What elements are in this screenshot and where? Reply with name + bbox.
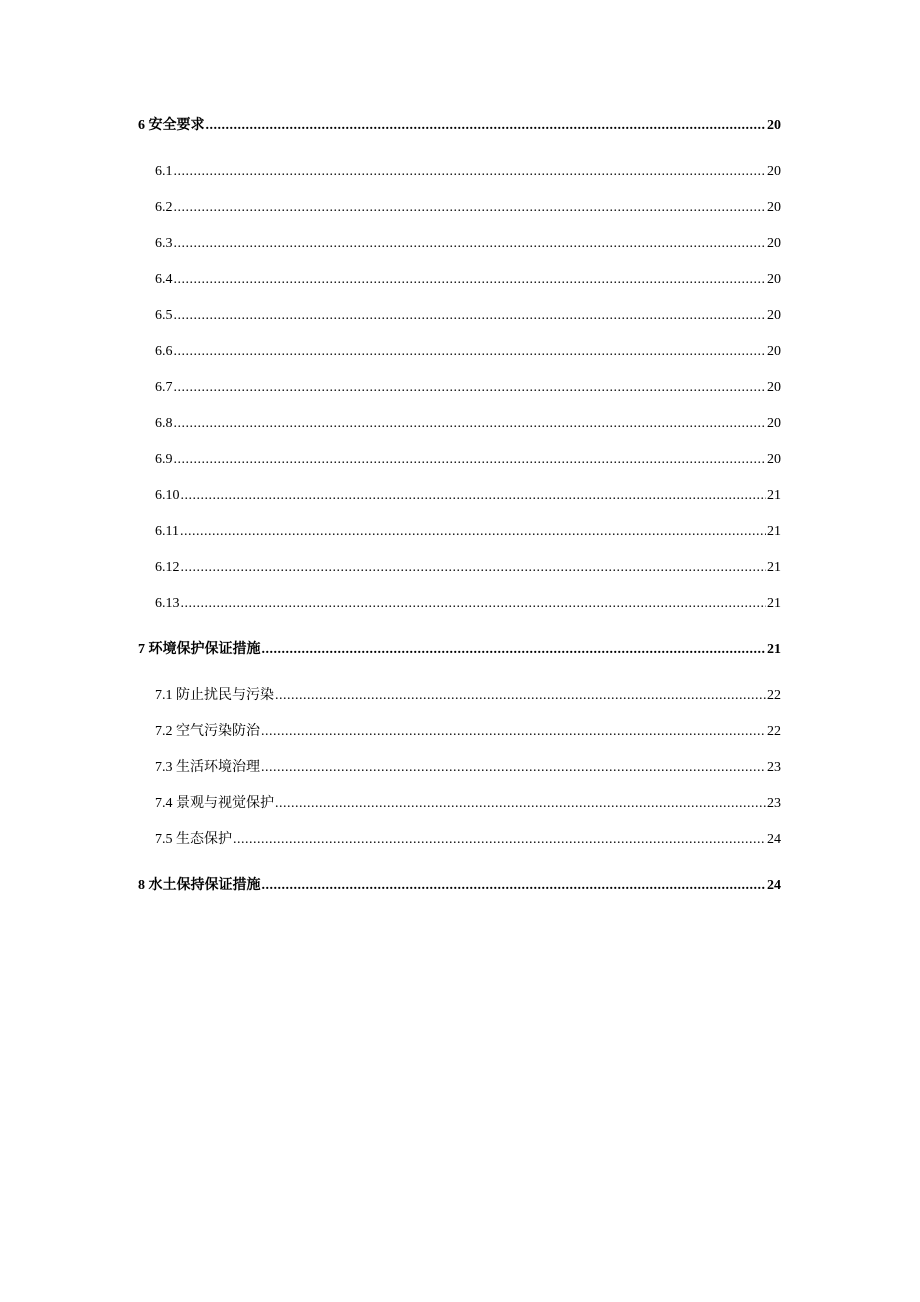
toc-entry-6-4[interactable] [138, 270, 781, 290]
dot-leader [180, 522, 766, 542]
dot-leader [233, 830, 766, 850]
toc-label: 6.6 [155, 344, 173, 359]
toc-label: 6.9 [155, 452, 173, 467]
toc-label: 6.7 [155, 380, 173, 395]
toc-page-number: 21 [767, 488, 781, 503]
dot-leader [174, 378, 767, 398]
dot-leader [262, 640, 767, 660]
dot-leader [174, 414, 767, 434]
dot-leader [181, 594, 767, 614]
toc-label: 6 安全要求 [138, 118, 205, 133]
toc-entry-8[interactable] [138, 876, 781, 896]
toc-page-number: 20 [767, 236, 781, 251]
toc-label: 6.2 [155, 200, 173, 215]
dot-leader [181, 558, 767, 578]
dot-leader [275, 794, 766, 814]
toc-page-number: 21 [767, 524, 781, 539]
dot-leader [181, 486, 767, 506]
dot-leader [174, 162, 767, 182]
toc-page-number: 21 [767, 560, 781, 575]
toc-label: 6.5 [155, 308, 173, 323]
toc-entry-6-5[interactable] [138, 306, 781, 326]
toc-page-number: 21 [767, 642, 781, 657]
toc-label: 6.3 [155, 236, 173, 251]
dot-leader [275, 686, 766, 706]
toc-entry-6-7[interactable] [138, 378, 781, 398]
dot-leader [174, 342, 767, 362]
toc-label: 6.1 [155, 164, 173, 179]
toc-label: 7 环境保护保证措施 [138, 642, 261, 657]
toc-label: 6.12 [155, 560, 180, 575]
dot-leader [206, 116, 767, 136]
toc-label: 6.13 [155, 596, 180, 611]
toc-page-number: 22 [767, 724, 781, 739]
toc-label: 6.11 [155, 524, 179, 539]
toc-page-number: 23 [767, 760, 781, 775]
toc-page-number: 20 [767, 344, 781, 359]
toc-page-number: 24 [767, 832, 781, 847]
toc-label: 7.5 生态保护 [155, 832, 232, 847]
dot-leader [174, 198, 767, 218]
toc-label: 8 水土保持保证措施 [138, 878, 261, 893]
toc-page-number: 20 [767, 380, 781, 395]
toc-label: 7.3 生活环境治理 [155, 760, 260, 775]
table-of-contents [138, 116, 781, 896]
dot-leader [174, 234, 767, 254]
dot-leader [261, 722, 766, 742]
toc-entry-7-4[interactable] [138, 794, 781, 814]
toc-entry-6-8[interactable] [138, 414, 781, 434]
toc-page-number: 20 [767, 272, 781, 287]
toc-entry-7-3[interactable] [138, 758, 781, 778]
toc-page-number: 20 [767, 308, 781, 323]
toc-page-number: 22 [767, 688, 781, 703]
toc-entry-7-5[interactable] [138, 830, 781, 850]
toc-entry-6[interactable] [138, 116, 781, 136]
toc-entry-6-10[interactable] [138, 486, 781, 506]
toc-page-number: 24 [767, 878, 781, 893]
dot-leader [262, 876, 767, 896]
toc-label: 7.2 空气污染防治 [155, 724, 260, 739]
toc-page-number: 20 [767, 452, 781, 467]
toc-label: 6.8 [155, 416, 173, 431]
toc-entry-7-2[interactable] [138, 722, 781, 742]
toc-entry-6-2[interactable] [138, 198, 781, 218]
dot-leader [174, 270, 767, 290]
toc-page-number: 21 [767, 596, 781, 611]
toc-page-number: 20 [767, 416, 781, 431]
toc-label: 7.4 景观与视觉保护 [155, 796, 274, 811]
toc-entry-6-12[interactable] [138, 558, 781, 578]
dot-leader [174, 450, 767, 470]
toc-label: 6.10 [155, 488, 180, 503]
toc-entry-6-3[interactable] [138, 234, 781, 254]
toc-page-number: 23 [767, 796, 781, 811]
toc-entry-6-6[interactable] [138, 342, 781, 362]
toc-entry-6-9[interactable] [138, 450, 781, 470]
toc-entry-7-1[interactable] [138, 686, 781, 706]
toc-label: 6.4 [155, 272, 173, 287]
dot-leader [261, 758, 766, 778]
toc-entry-6-13[interactable] [138, 594, 781, 614]
toc-page-number: 20 [767, 164, 781, 179]
toc-page-number: 20 [767, 118, 781, 133]
dot-leader [174, 306, 767, 326]
toc-entry-6-1[interactable] [138, 162, 781, 182]
toc-page-number: 20 [767, 200, 781, 215]
toc-label: 7.1 防止扰民与污染 [155, 688, 274, 703]
toc-entry-7[interactable] [138, 640, 781, 660]
toc-entry-6-11[interactable] [138, 522, 781, 542]
